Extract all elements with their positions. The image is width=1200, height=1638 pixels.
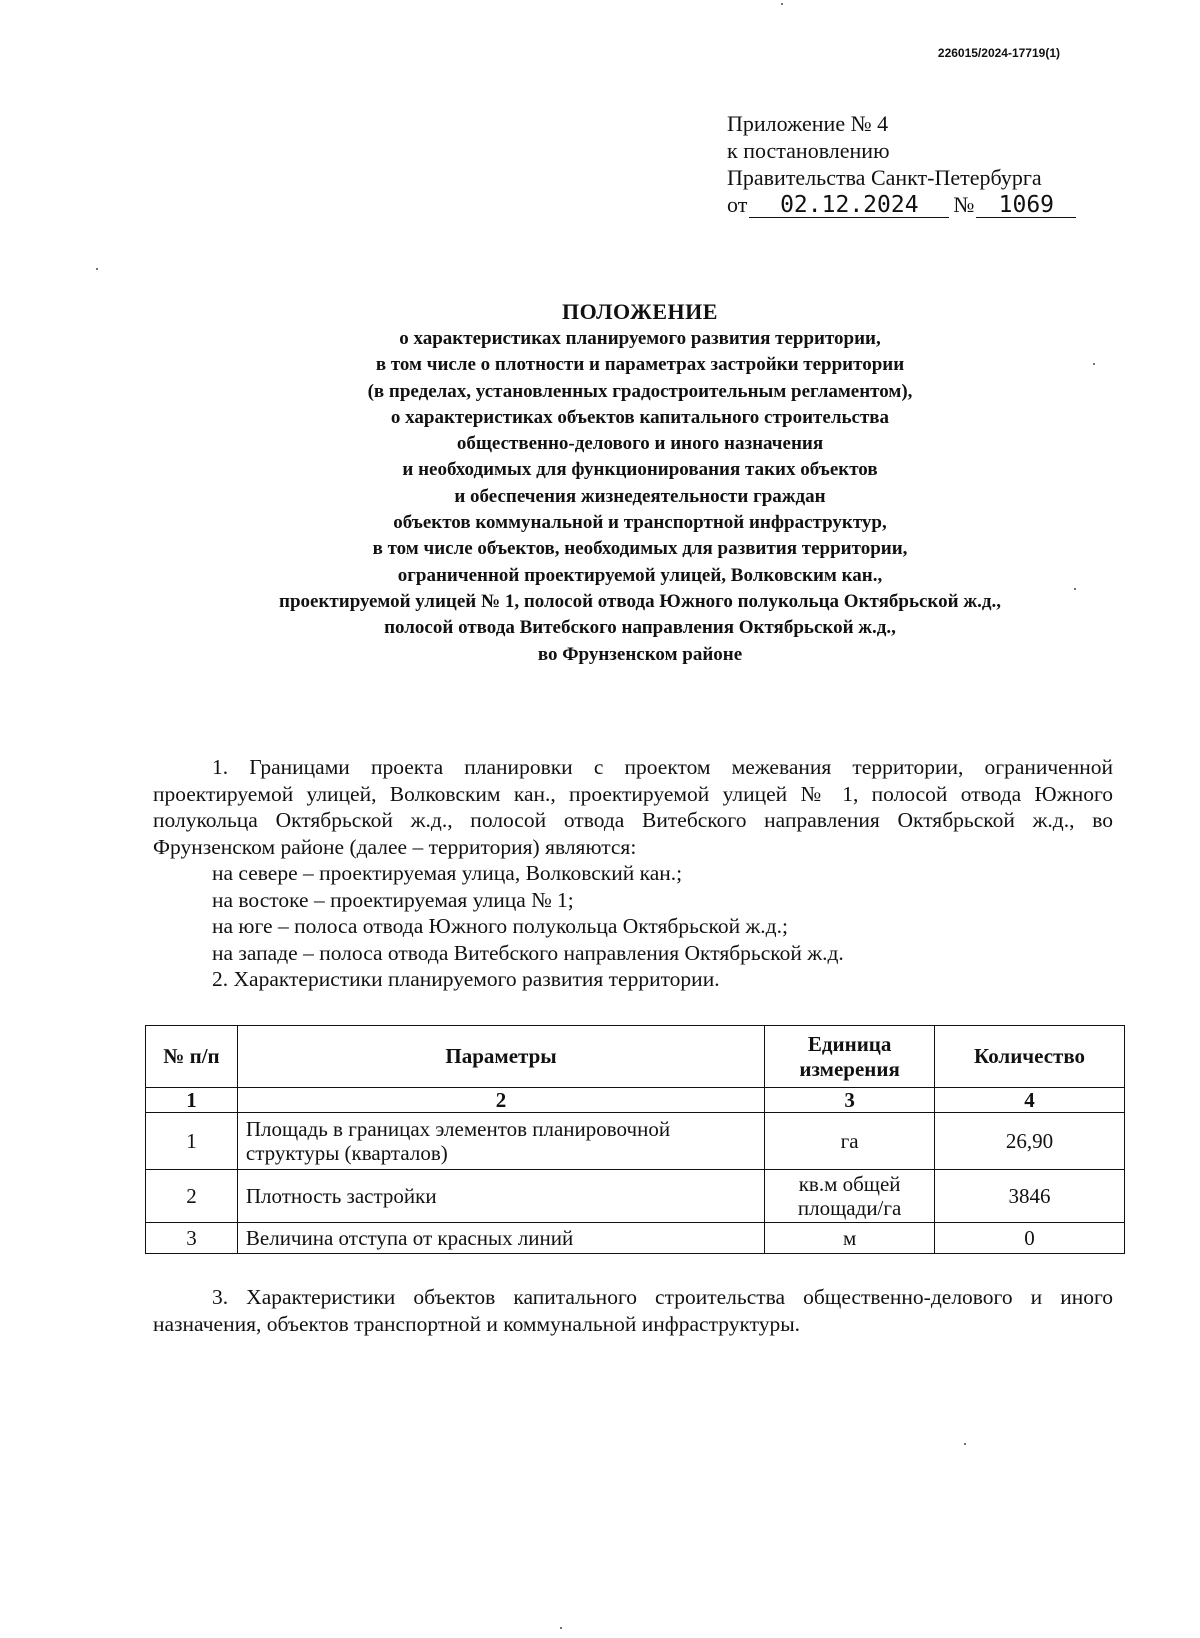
title-line: о характеристиках объектов капитального строительства [390,406,890,428]
document-registration-number: 226015/2024-17719(1) [937,46,1060,60]
row-qty: 3846 [935,1170,1125,1223]
scan-speck [964,1443,966,1445]
col-number: 4 [935,1088,1125,1113]
row-unit: кв.м общей площади/га [765,1170,935,1223]
row-unit: м [765,1223,935,1254]
section-2-text: 2. Характеристики планируемого развития территории. [212,967,720,991]
title-main: ПОЛОЖЕНИЕ [562,299,718,324]
row-param: Плотность застройки [237,1170,764,1223]
document-title [100,298,1180,668]
header-qty: Количество [935,1026,1125,1088]
title-line: (в пределах, установленных градостроительным регламентом), [367,380,913,402]
title-line: общественно-делового и иного назначения [456,433,824,455]
boundary-east: на востоке – проектируемая улица № 1; [212,887,574,912]
title-line: ограниченной проектируемой улицей, Волковским кан., [397,564,883,586]
appendix-date-number-row [727,191,1076,218]
scan-speck [96,268,98,270]
section-1 [153,754,1113,993]
resolution-date: 02.12.2024 [749,193,949,218]
table-row [146,1223,1125,1254]
appendix-authority: Правительства Санкт-Петербурга [727,165,1042,190]
row-number: 3 [146,1223,238,1254]
col-number: 1 [146,1088,238,1113]
date-label: от [727,192,748,217]
row-number: 2 [146,1170,238,1223]
number-label: № [953,192,975,217]
title-line: о характеристиках планируемого развития территории, [399,328,881,349]
column-number-row [146,1088,1125,1113]
header-num: № п/п [146,1026,238,1088]
boundary-west: на западе – полоса отвода Витебского направления Октябрьской ж.д. [212,940,844,965]
header-unit: Единица измерения [765,1026,935,1088]
title-line: проектируемой улицей № 1, полосой отвода Южного полукольца Октябрьской ж.д., [279,590,1001,612]
title-line: и необходимых для функционирования таких объектов [402,459,878,481]
scan-speck [560,1627,562,1629]
title-line: объектов коммунальной и транспортной инфраструктур, [393,512,887,534]
boundary-south: на юге – полоса отвода Южного полукольца Октябрьской ж.д.; [212,914,788,938]
appendix-number: Приложение № 4 [727,111,889,136]
title-line: в том числе объектов, необходимых для развития территории, [372,538,908,560]
resolution-number: 1069 [976,193,1076,218]
title-line: и обеспечения жизнедеятельности граждан [454,485,826,507]
row-unit: га [765,1113,935,1170]
row-qty: 26,90 [935,1113,1125,1170]
parameters-table [145,1025,1125,1254]
row-param: Площадь в границах элементов планировочной структуры (кварталов) [237,1113,764,1170]
appendix-ref: к постановлению [727,138,890,163]
title-line: в том числе о плотности и параметрах застройки территории [375,354,905,376]
scan-speck [1093,363,1095,365]
row-qty: 0 [935,1223,1125,1254]
col-number: 2 [237,1088,764,1113]
section-3 [153,1284,1113,1338]
title-line: во Фрунзенском районе [537,643,743,665]
scan-speck [781,3,783,5]
appendix-header [727,110,1076,218]
col-number: 3 [765,1088,935,1113]
section-3-text: 3. Характеристики объектов капитального строительства общественно-делового и иного назначения, объектов транспортной и коммунальной инфраструктуры. [153,1285,1113,1336]
row-param: Величина отступа от красных линий [237,1223,764,1254]
scan-speck [1074,588,1076,590]
header-param: Параметры [237,1026,764,1088]
title-line: полосой отвода Витебского направления Октябрьской ж.д., [384,617,896,639]
section-1-text: 1. Границами проекта планировки с проектом межевания территории, ограниченной проектируемой улицей, Волковским кан., проектируемой улицей № 1, полосой отвода Южного полукольца Октябрьской ж.д., полосой отвода Витебского направления Октябрьской ж.д., во Фрунзенском районе (далее – территория) являются: [153,755,1113,859]
table-row [146,1170,1125,1223]
boundary-north: на севере – проектируемая улица, Волковский кан.; [212,861,683,885]
table-row [146,1113,1125,1170]
row-number: 1 [146,1113,238,1170]
table-header-row [146,1026,1125,1088]
